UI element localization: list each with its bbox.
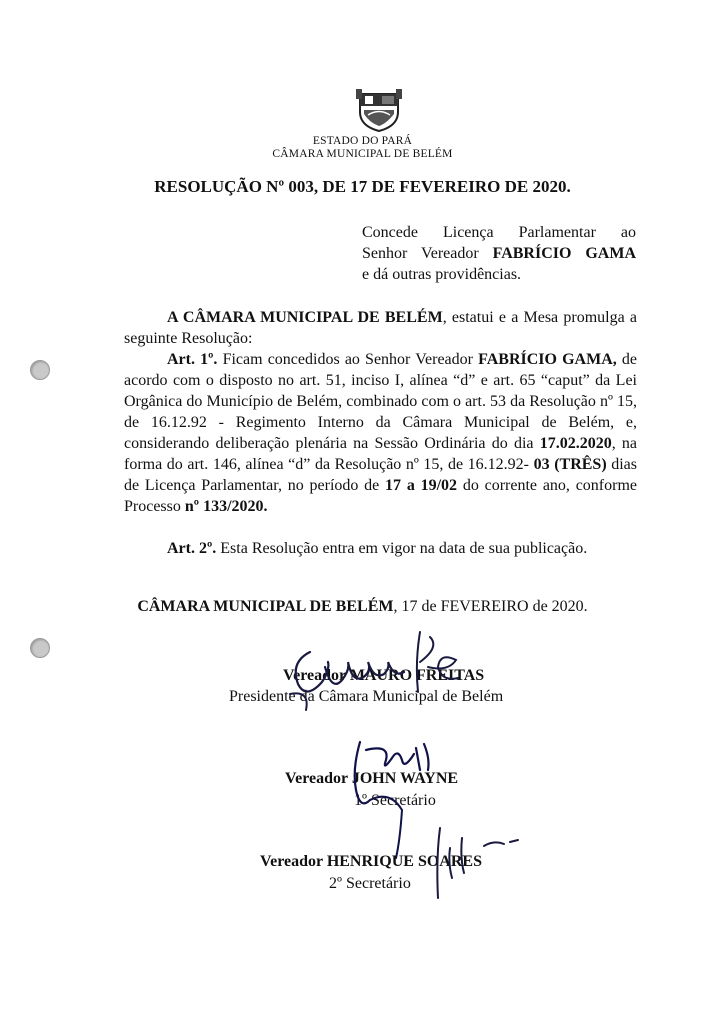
article-1	[124, 349, 637, 517]
signatory-3-name: Vereador HENRIQUE SOARES	[260, 853, 482, 870]
signatory-2-role: 1º Secretário	[354, 792, 436, 809]
art1-text-1: Ficam concedidos ao Senhor Vereador	[217, 351, 479, 368]
art1-period: 17 a 19/02	[385, 477, 458, 494]
art1-days: 03 (TRÊS)	[533, 456, 607, 473]
art2-text: Esta Resolução entra em vigor na data de sua publicação.	[216, 540, 588, 557]
ementa	[362, 222, 636, 285]
art1-process: nº 133/2020.	[184, 498, 268, 515]
signature-3	[400, 818, 530, 908]
signatory-1-role: Presidente da Câmara Municipal de Belém	[229, 688, 504, 705]
signature-1	[270, 622, 480, 712]
art1-text-5: do corrente ano, conforme Processo	[124, 477, 637, 515]
punch-hole-top	[30, 360, 50, 380]
coat-of-arms-emblem	[356, 88, 402, 132]
closing-date-line	[0, 598, 725, 616]
header-chamber: CÂMARA MUNICIPAL DE BELÉM	[272, 148, 453, 160]
ementa-prefix: Senhor Vereador	[362, 245, 493, 262]
punch-hole-bottom	[30, 638, 50, 658]
signatory-2-name: Vereador JOHN WAYNE	[285, 770, 459, 787]
article-2	[124, 538, 637, 559]
art1-label: Art. 1º.	[167, 351, 218, 368]
closing-chamber: CÂMARA MUNICIPAL DE BELÉM	[137, 598, 394, 615]
header-state: ESTADO DO PARÁ	[312, 135, 413, 147]
signatory-1-name: Vereador MAURO FREITAS	[283, 667, 485, 684]
art1-text-2: de acordo com o disposto no art. 51, inciso I, alínea “d” e art. 65 “caput” da Lei Orgânica do Município de Belém, combinado com o art. 53 da Resolução nº 15, de 16.12.92 - Regimento Interno da Câmara Municipal de Belém, e, considerando deliberação plenária na Sessão Ordinária do dia	[124, 351, 638, 452]
art1-session-date: 17.02.2020	[539, 435, 612, 452]
art1-text-4: dias de Licença Parlamentar, no período de	[124, 456, 638, 494]
ementa-line-3: e dá outras providências.	[362, 266, 522, 283]
signatory-3-role: 2º Secretário	[329, 875, 411, 892]
ementa-line-2	[362, 243, 636, 264]
art1-text-3: , na forma do art. 146, alínea “d” da Resolução nº 15, de 16.12.92-	[124, 435, 637, 473]
preamble-chamber-name: A CÂMARA MUNICIPAL DE BELÉM	[167, 309, 443, 326]
ementa-councilor-name: FABRÍCIO GAMA	[492, 245, 636, 262]
art1-councilor: FABRÍCIO GAMA,	[478, 351, 617, 368]
closing-date: , 17 de FEVEREIRO de 2020.	[393, 598, 588, 615]
preamble-text: , estatui e a Mesa promulga a seguinte Resolução:	[124, 309, 638, 347]
preamble	[124, 307, 637, 349]
art2-label: Art. 2º.	[167, 540, 217, 557]
resolution-title: RESOLUÇÃO Nº 003, DE 17 DE FEVEREIRO DE 2020.	[154, 177, 571, 196]
ementa-line-1: Concede Licença Parlamentar ao	[362, 224, 636, 241]
